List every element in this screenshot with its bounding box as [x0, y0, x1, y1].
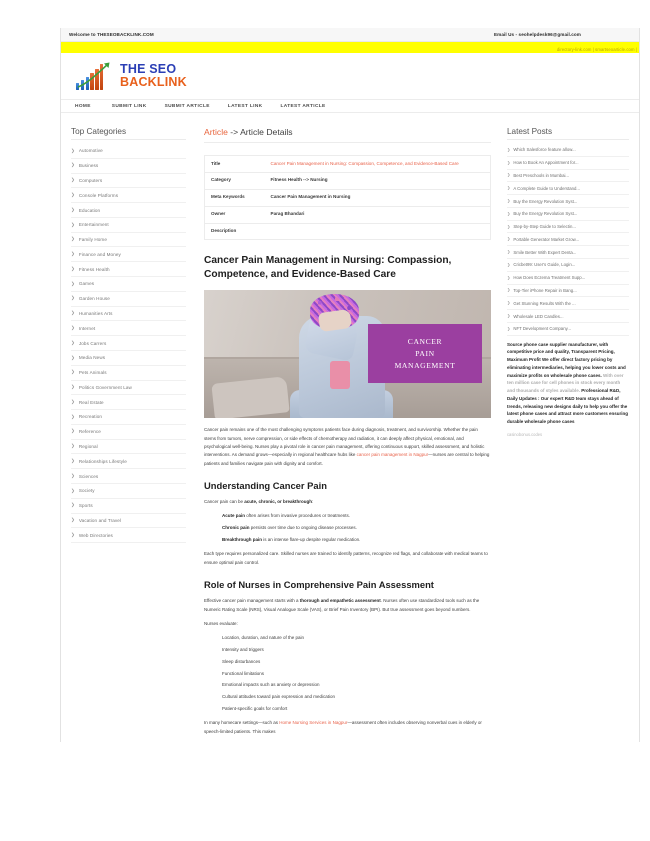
category-item[interactable]: [71, 174, 186, 189]
chevron-right-icon: ❯: [507, 223, 511, 229]
hero-badge: [368, 324, 483, 383]
category-item[interactable]: [71, 499, 186, 514]
nav-item-latest-article[interactable]: LATEST ARTICLE: [280, 103, 326, 109]
promo-text-muted: With over ten million case for cell phones in stock every month and thousands of styles available.: [507, 372, 624, 394]
pain-type-item: [222, 524, 491, 532]
understanding-closing-paragraph: Each type requires personalized care. Skilled nurses are trained to identify patterns, recognize red flags, and collaborate with medical teams to ensure optimal pain control.: [204, 551, 488, 565]
evaluate-item: Functional limitations: [222, 670, 265, 676]
latest-posts-title: Latest Posts: [507, 127, 629, 140]
category-item[interactable]: [71, 454, 186, 469]
category-item[interactable]: [71, 292, 186, 307]
latest-post-item[interactable]: [507, 157, 629, 170]
article-intro-paragraph: [204, 426, 491, 468]
latest-post-link[interactable]: NFT Development Company...: [513, 326, 571, 332]
evaluate-item: Location, duration, and nature of the pain: [222, 635, 305, 641]
logo-line-1: THE SEO: [120, 62, 177, 77]
main-content: [196, 127, 499, 742]
hero-badge-line-2: PAIN: [415, 348, 435, 358]
category-link[interactable]: Sciences: [78, 473, 99, 479]
category-item[interactable]: [71, 469, 186, 484]
nav-item-submit-article[interactable]: SUBMIT ARTICLE: [164, 103, 210, 109]
category-link[interactable]: Recreation: [78, 414, 103, 420]
understanding-lead-bold: acute, chronic, or breakthrough: [244, 499, 313, 505]
latest-post-item[interactable]: [507, 144, 629, 157]
latest-post-item[interactable]: [507, 259, 629, 272]
category-link[interactable]: Real Estate: [78, 399, 104, 405]
chevron-right-icon: ❯: [71, 413, 75, 419]
category-link[interactable]: Pets Animals: [78, 370, 107, 376]
logo-text[interactable]: [120, 63, 187, 89]
promo-text-2: Professional R&D, Daily Updates : Our expert R&D team stays ahead of trends, releasing new designs daily to help you offer the latest phone cases and attract more customers ensuring durable wholesale phone cases: [507, 388, 629, 425]
chevron-right-icon: ❯: [71, 502, 75, 508]
chevron-right-icon: ❯: [71, 221, 75, 227]
site-header: [61, 53, 639, 99]
latest-post-link[interactable]: Buy the Energy Revolution Syst...: [513, 211, 578, 217]
email-contact-text: Email Us - seohelpdesk96@gmail.com: [493, 32, 581, 37]
detail-key: Title: [205, 156, 265, 173]
top-utility-bar: [61, 28, 639, 42]
chevron-right-icon: ❯: [507, 185, 511, 191]
chevron-right-icon: ❯: [71, 310, 75, 316]
content-columns: [61, 113, 639, 742]
nav-item-latest-link[interactable]: LATEST LINK: [227, 103, 263, 109]
partner-links-bar: [61, 42, 639, 53]
category-item[interactable]: [71, 233, 186, 248]
category-link[interactable]: Family Home: [78, 237, 108, 243]
latest-post-item[interactable]: [507, 182, 629, 195]
detail-row: [205, 156, 491, 173]
category-link[interactable]: Jobs Carrers: [78, 340, 107, 346]
category-item[interactable]: [71, 307, 186, 322]
article-hero-image: [204, 290, 491, 418]
chevron-right-icon: ❯: [71, 443, 75, 449]
category-item[interactable]: [71, 484, 186, 499]
category-item[interactable]: [71, 425, 186, 440]
detail-value: Cancer Pain Management in Nursing: [265, 189, 491, 206]
category-link[interactable]: Entertainment: [78, 222, 109, 228]
promo-block: [507, 336, 629, 437]
chevron-right-icon: ❯: [71, 324, 75, 330]
breadcrumb-current: -> Article Details: [230, 127, 293, 137]
role-text-a: Effective cancer pain management starts with a: [204, 598, 300, 604]
category-item[interactable]: [71, 336, 186, 351]
intro-text-b: —nurses are central to helping patients and families navigate pain with dignity and comfort.: [204, 452, 490, 466]
category-item[interactable]: [71, 218, 186, 233]
promo-source[interactable]: casinobonus.codes: [507, 431, 543, 437]
category-link[interactable]: Finance and Money: [78, 251, 121, 257]
role-paragraph: [204, 597, 491, 614]
category-item[interactable]: [71, 159, 186, 174]
pain-type-description: persists over time due to ongoing disease processes.: [249, 525, 357, 531]
detail-value[interactable]: Cancer Pain Management in Nursing: Compassion, Competence, and Evidence-Based Care: [265, 156, 491, 173]
latest-post-link[interactable]: Get Stunning Results With the ...: [513, 300, 576, 306]
detail-key: Meta Keywords: [205, 189, 265, 206]
detail-row: [205, 189, 491, 206]
category-item[interactable]: [71, 410, 186, 425]
category-link[interactable]: Games: [78, 281, 95, 287]
detail-row: [205, 223, 491, 240]
evaluate-list: [204, 634, 491, 713]
chevron-right-icon: ❯: [507, 325, 511, 331]
latest-post-item[interactable]: [507, 246, 629, 259]
site-frame: [60, 28, 640, 742]
hero-badge-line-3: MANAGEMENT: [394, 360, 456, 370]
chevron-right-icon: ❯: [71, 295, 75, 301]
latest-post-link[interactable]: Portable Generator Market Grow...: [513, 236, 580, 242]
category-item[interactable]: [71, 144, 186, 159]
closing-text-b: —assessment often includes observing nonverbal cues in elderly or speech-limited patients. This makes: [204, 720, 482, 734]
category-link[interactable]: Internet: [78, 325, 96, 331]
welcome-text: Welcome to THESEOBACKLINK.COM: [69, 32, 154, 37]
latest-post-link[interactable]: Wholesale LED Candles...: [513, 313, 564, 319]
article-closing-paragraph: [204, 719, 491, 736]
logo-line-2: BACKLINK: [120, 75, 187, 89]
chevron-right-icon: ❯: [507, 172, 511, 178]
latest-post-link[interactable]: Step-by-Step Guide to Selectin...: [513, 224, 576, 230]
chevron-right-icon: ❯: [71, 458, 75, 463]
category-link[interactable]: Reference: [78, 429, 101, 435]
latest-post-item[interactable]: [507, 323, 629, 336]
category-item[interactable]: [71, 247, 186, 262]
category-link[interactable]: Regional: [78, 444, 98, 450]
latest-post-item[interactable]: [507, 285, 629, 298]
category-item[interactable]: [71, 188, 186, 203]
chevron-right-icon: ❯: [71, 177, 75, 183]
category-link[interactable]: Humanities Arts: [78, 310, 113, 316]
detail-key: Category: [205, 172, 265, 189]
latest-post-link[interactable]: Cricbet99: User's Guide, Login...: [513, 262, 576, 268]
latest-posts-list: [507, 144, 629, 336]
pain-type-label: Acute pain: [222, 513, 246, 519]
chevron-right-icon: ❯: [507, 274, 511, 280]
chevron-right-icon: ❯: [71, 428, 75, 434]
detail-key: Owner: [205, 206, 265, 223]
intro-text-a: Cancer pain remains one of the most challenging symptoms patients face during diagnosis, treatment, and survivorship. Whether the pain stems from tumors, nerve compression, or side effects of chemotherapy and radiation, it can deeply affect physical, emotional, and psychological well-being. Nurses play a pivotal role in cancer pain management, offering continuous support, skilled assessment, and holistic interventions. As demand grows—especially in regional healthcare hubs like: [204, 427, 485, 458]
intro-inline-link[interactable]: cancer pain management in Nagpur: [356, 452, 429, 458]
chevron-right-icon: ❯: [507, 146, 511, 152]
evaluate-item: Emotional impacts such as anxiety or depression: [222, 682, 320, 688]
chevron-right-icon: ❯: [507, 261, 511, 267]
chevron-right-icon: ❯: [71, 398, 75, 404]
pain-type-label: Chronic pain: [222, 525, 250, 531]
latest-post-item[interactable]: [507, 221, 629, 234]
latest-post-item[interactable]: [507, 297, 629, 310]
category-item[interactable]: [71, 262, 186, 277]
hero-badge-line-1: CANCER: [407, 336, 443, 346]
category-item[interactable]: [71, 321, 186, 336]
category-link[interactable]: Relationships Lifestyle: [78, 458, 127, 464]
category-link[interactable]: Computers: [78, 177, 103, 183]
category-link[interactable]: Vacation and Travel: [78, 517, 122, 523]
category-item[interactable]: [71, 528, 186, 543]
chevron-right-icon: ❯: [71, 191, 75, 197]
category-link[interactable]: Garden House: [78, 296, 110, 302]
chevron-right-icon: ❯: [71, 206, 75, 212]
chevron-right-icon: ❯: [507, 159, 511, 165]
detail-value: Parag Bhandari: [265, 206, 491, 223]
latest-post-item[interactable]: [507, 170, 629, 183]
role-text-b: . Nurses often use standardized tools such as the Numeric Rating Scale (NRS), Visual Analogue Scale (VAS), or Brief Pain Inventory (BPI). But true assessment goes beyond numbers.: [204, 598, 480, 612]
partner-links[interactable]: directory-link.com | smartseoarticle.com |: [556, 47, 637, 52]
understanding-lead-c: :: [312, 499, 314, 505]
chevron-right-icon: ❯: [71, 517, 75, 523]
article-details-table: [204, 155, 491, 240]
category-link[interactable]: Console Platforms: [78, 192, 119, 198]
chevron-right-icon: ❯: [507, 249, 511, 255]
evaluate-item: Patient-specific goals for comfort: [222, 706, 288, 712]
category-item[interactable]: [71, 277, 186, 292]
latest-post-link[interactable]: Which Salesforce feature allow...: [513, 147, 576, 153]
chevron-right-icon: ❯: [507, 236, 511, 242]
heading-understanding-cancer-pain: Understanding Cancer Pain: [204, 479, 327, 491]
nav-item-submit-link[interactable]: SUBMIT LINK: [111, 103, 147, 109]
latest-post-link[interactable]: Buy the Energy Revolution Syst...: [513, 198, 578, 204]
evaluate-item: Cultural attitudes toward pain expression and medication: [222, 694, 336, 700]
chevron-right-icon: ❯: [71, 162, 75, 168]
closing-text-a: In many homecare settings—such as: [204, 720, 280, 726]
logo-chart-icon: [75, 61, 115, 91]
promo-text-1: Source phone case supplier manufacturer, with competitive price and quality, Transparent Pricing, Maximum Profit We offer direct factory pricing by eliminating intermediaries, helping you lower costs and maximize profits on wholesale phone cases.: [507, 341, 626, 378]
latest-post-item[interactable]: [507, 272, 629, 285]
evaluate-item: Sleep disturbances: [222, 658, 261, 664]
chevron-right-icon: ❯: [71, 147, 75, 153]
detail-value: Fitness Health --> Nursing: [265, 172, 491, 189]
pain-type-label: Breakthrough pain: [222, 537, 263, 543]
role-text-bold: thorough and empathetic assessment: [299, 598, 381, 604]
main-navigation: [61, 99, 639, 113]
latest-post-link[interactable]: How to Book An Appointment for...: [513, 160, 579, 166]
latest-post-item[interactable]: [507, 233, 629, 246]
chevron-right-icon: ❯: [71, 384, 75, 390]
top-categories-title: Top Categories: [71, 127, 186, 140]
category-link[interactable]: Education: [78, 207, 101, 213]
chevron-right-icon: ❯: [71, 236, 75, 242]
pain-type-description: often arises from invasive procedures or treatments.: [245, 513, 351, 519]
nav-item-home[interactable]: HOME: [75, 103, 91, 109]
pain-type-item: [222, 512, 491, 520]
chevron-right-icon: ❯: [71, 531, 75, 537]
chevron-right-icon: ❯: [71, 251, 75, 257]
chevron-right-icon: ❯: [71, 265, 75, 271]
breadcrumb-article[interactable]: Article: [204, 127, 228, 137]
chevron-right-icon: ❯: [71, 487, 75, 493]
latest-post-item[interactable]: [507, 208, 629, 221]
left-sidebar: [71, 127, 196, 742]
category-link[interactable]: Media News: [78, 355, 106, 361]
latest-post-link[interactable]: Top-Tier iPhone Repair in Bang...: [513, 287, 577, 293]
chevron-right-icon: ❯: [507, 313, 511, 319]
article-title: Cancer Pain Management in Nursing: Compassion, Competence, and Evidence-Based Care: [204, 255, 452, 280]
detail-value: [265, 223, 491, 240]
understanding-lead: [204, 498, 491, 506]
category-item[interactable]: [71, 514, 186, 529]
category-item[interactable]: [71, 366, 186, 381]
pain-type-description: is an intense flare-up despite regular medication.: [262, 537, 361, 543]
chevron-right-icon: ❯: [507, 198, 511, 204]
category-item[interactable]: [71, 395, 186, 410]
category-link[interactable]: Politics Government Law: [78, 384, 132, 390]
category-item[interactable]: [71, 381, 186, 396]
chevron-right-icon: ❯: [71, 354, 75, 360]
chevron-right-icon: ❯: [71, 472, 75, 478]
article-body: [204, 240, 491, 736]
category-link[interactable]: Sports: [78, 503, 93, 509]
chevron-right-icon: ❯: [71, 369, 75, 375]
detail-key: Description: [211, 228, 237, 234]
category-item[interactable]: [71, 351, 186, 366]
pain-type-item: [222, 536, 491, 544]
category-item[interactable]: [71, 203, 186, 218]
latest-post-item[interactable]: [507, 310, 629, 323]
latest-post-link[interactable]: Best Preschools in Mumbai...: [513, 172, 570, 178]
category-link[interactable]: Automotive: [78, 148, 103, 154]
chevron-right-icon: ❯: [507, 210, 511, 216]
latest-post-item[interactable]: [507, 195, 629, 208]
category-list: [71, 144, 186, 543]
understanding-lead-a: Cancer pain can be: [204, 499, 245, 505]
breadcrumb: [204, 127, 491, 143]
latest-post-link[interactable]: Smile Better With Expert Denta...: [513, 249, 577, 255]
promo-paragraph: [507, 341, 629, 426]
category-link[interactable]: Web Directories: [78, 532, 113, 538]
evaluate-item: Intensity and triggers: [222, 646, 264, 652]
chevron-right-icon: ❯: [507, 287, 511, 293]
evaluate-lead: Nurses evaluate:: [204, 620, 238, 626]
right-sidebar: [499, 127, 629, 742]
chevron-right-icon: ❯: [507, 300, 511, 306]
heading-role-of-nurses: Role of Nurses in Comprehensive Pain Assessment: [204, 579, 434, 591]
chevron-right-icon: ❯: [71, 339, 75, 345]
pain-type-list: [204, 512, 491, 544]
category-link[interactable]: Fitness Health: [78, 266, 110, 272]
detail-row: [205, 206, 491, 223]
latest-post-link[interactable]: A Complete Guide to Understand...: [513, 185, 580, 191]
latest-post-link[interactable]: How Does Eczema Treatment Supp...: [513, 275, 586, 281]
closing-inline-link[interactable]: Home Nursing Services in Nagpur: [279, 720, 348, 726]
detail-row: [205, 172, 491, 189]
chevron-right-icon: ❯: [71, 280, 75, 286]
category-item[interactable]: [71, 440, 186, 455]
category-link[interactable]: Business: [78, 163, 99, 169]
category-link[interactable]: Society: [78, 488, 95, 494]
